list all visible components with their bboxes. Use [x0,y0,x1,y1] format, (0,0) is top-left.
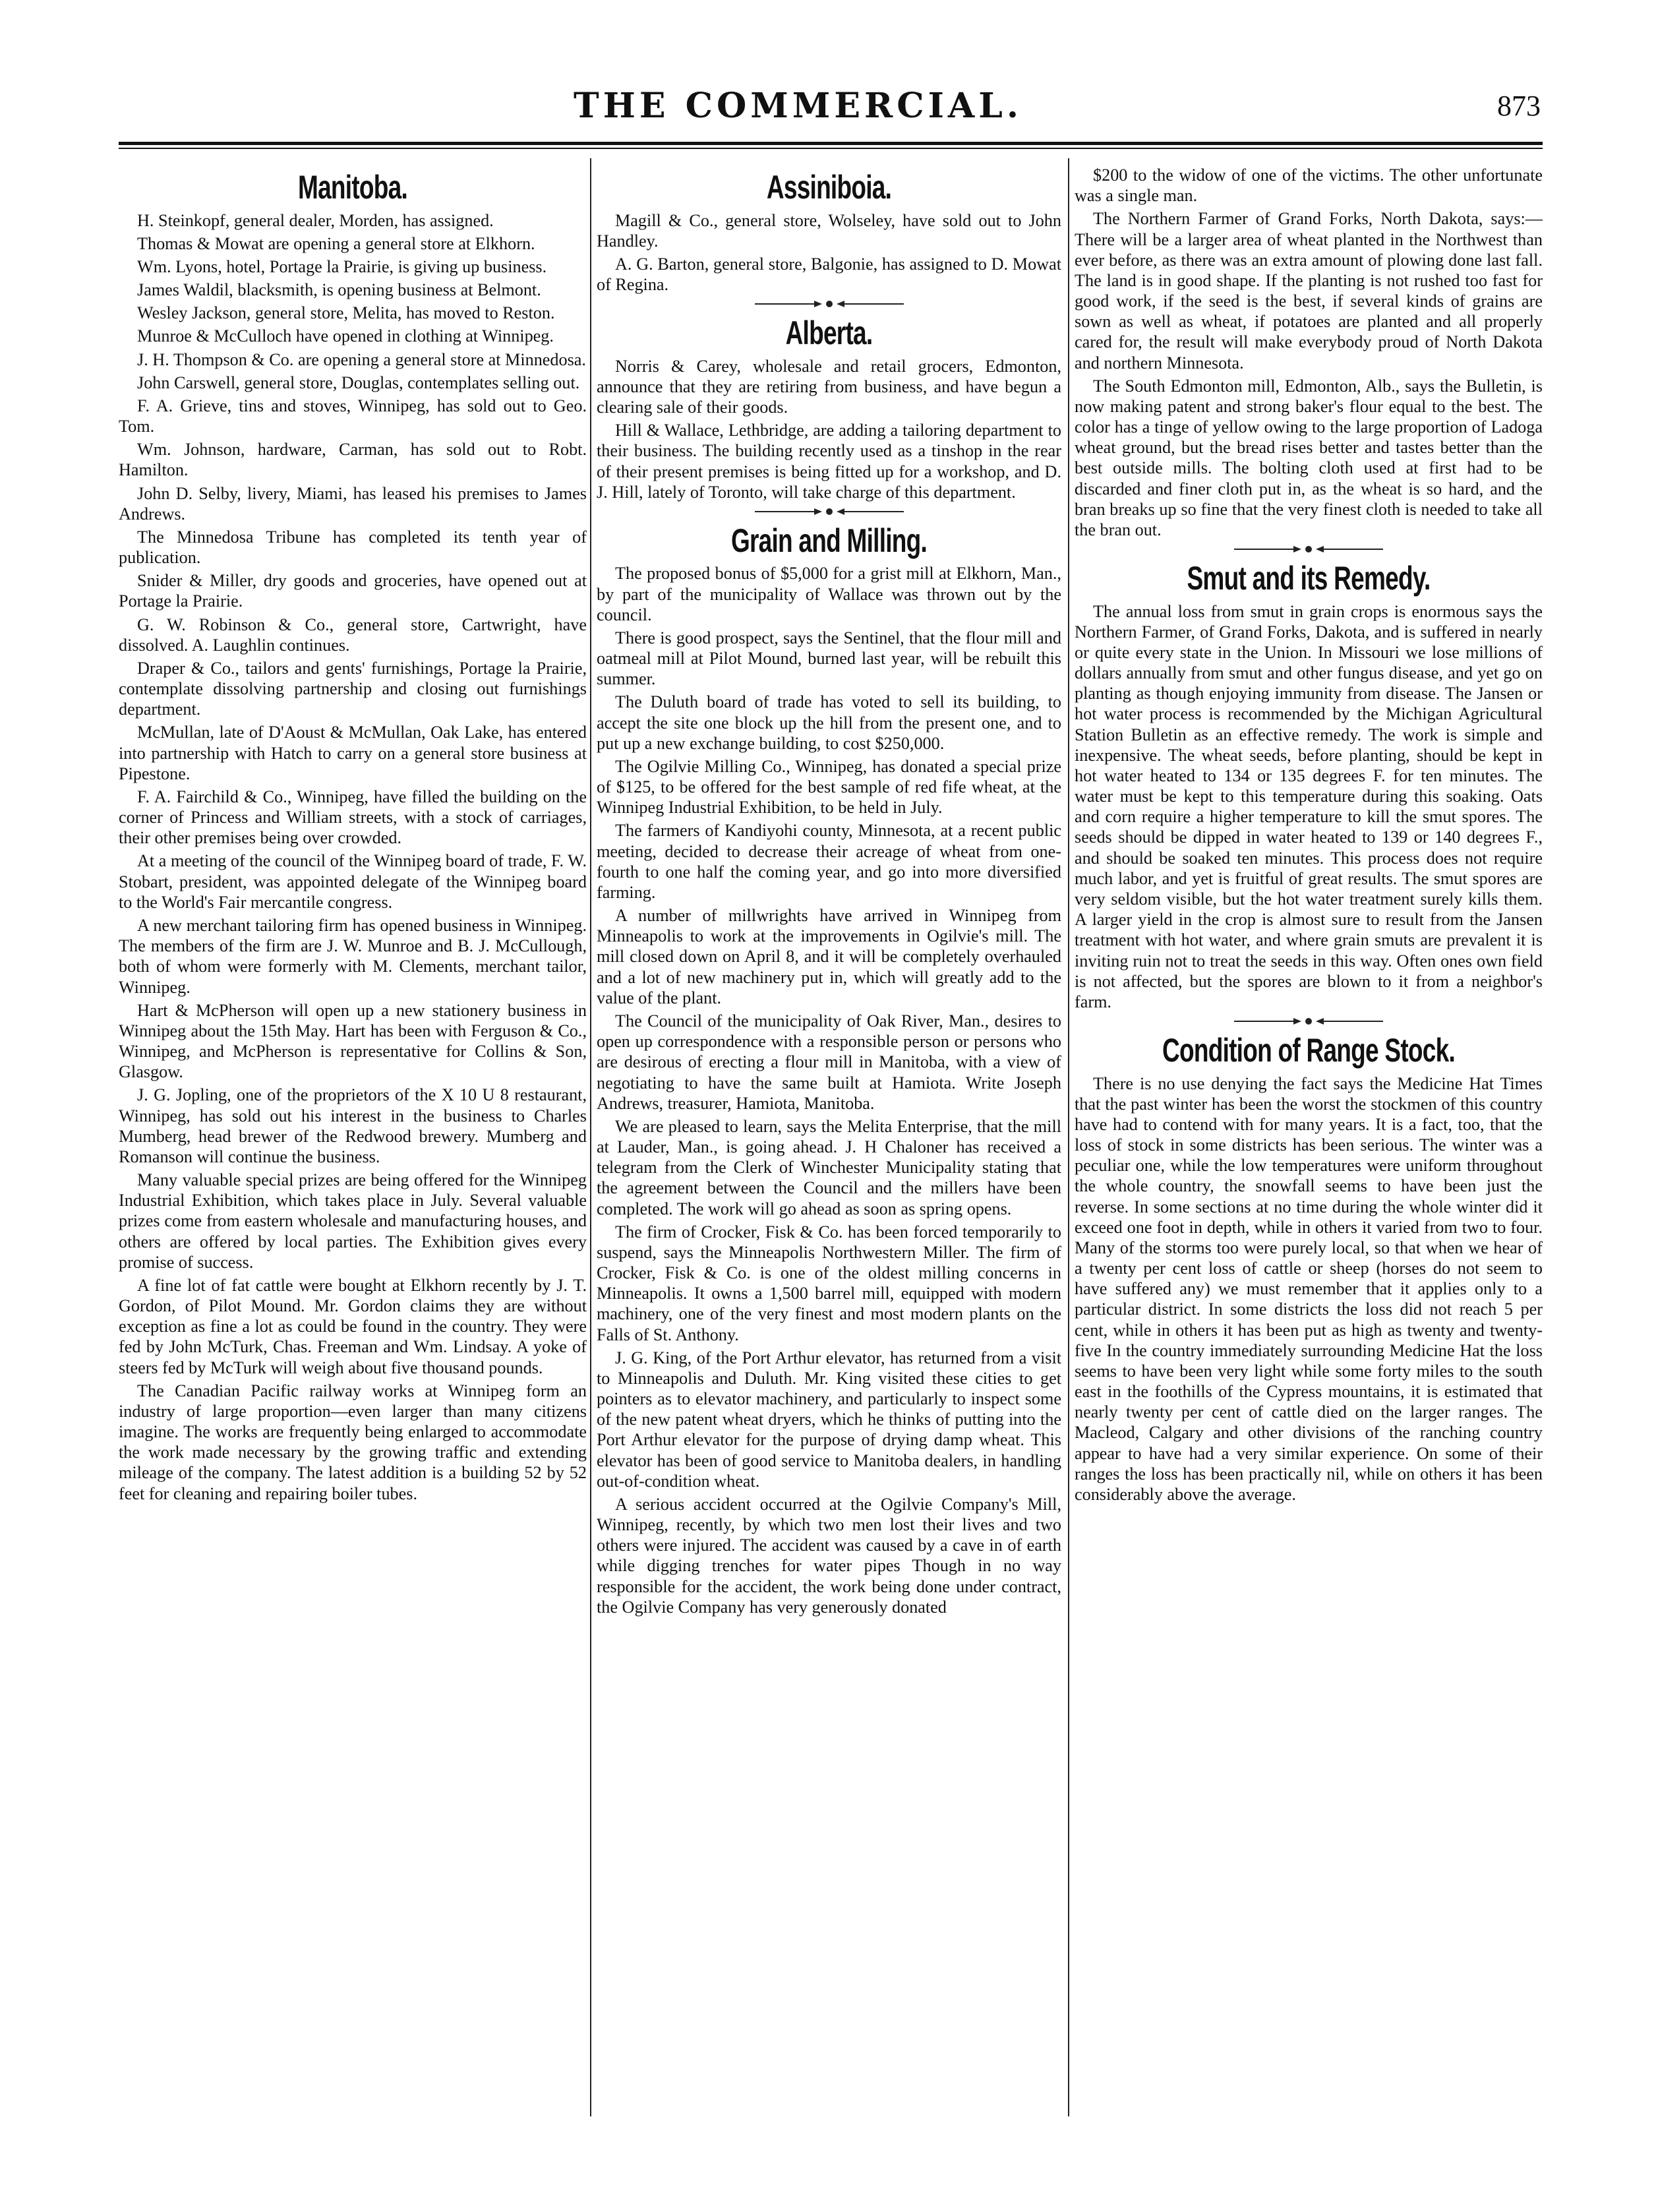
article-paragraph: There is no use denying the fact says the Medicine Hat Times that the past winter has been the worst the stockmen of this country have had to contend with for many years. It is a fact, too, that the loss of stock in some districts has been serious. The winter was a peculiar one, while the low temperatures were uniform throughout the whole country, the snowfall seems to have been just the reverse. In some sections at no time during the whole winter did it exceed one foot in depth, while in others it varied from two to four. Many of the storms too were purely local, so that when we hear of a twenty per cent loss of cattle or sheep (horses do not seem to have suffered any) we must remember that it applies only to a particular district. In some districts the loss did not reach 5 per cent, while in others it has been put as high as twenty and twenty-five In the country immediately surrounding Medicine Hat the loss seems to have been very light while some forty miles to the south east in the foothills of the Cypress mountains, it is estimated that nearly twenty per cent of cattle died on the larger ranges. The Macleod, Calgary and other divisions of the ranching country appear to have had a very similar experience. On some of their ranges the loss has been practically nil, while on others it has been considerably above the average. [1075,1073,1543,1504]
paragraph-list [119,210,587,1504]
section-heading: Alberta. [785,314,873,352]
article-paragraph: A number of millwrights have arrived in Winnipeg from Minneapolis to work at the improvements in Ogilvie's mill. The mill closed down on April 8, and it will be completely overhauled and a lot of new machinery put in, which will greatly add to the value of the plant. [597,906,1061,1007]
article-paragraph: John Carswell, general store, Douglas, contemplates selling out. [137,373,580,392]
section-heading: Manitoba. [297,169,407,206]
paragraph-list [1075,601,1543,1012]
section-heading: Condition of Range Stock. [1162,1032,1455,1069]
column-1 [119,165,587,1507]
article-paragraph: The Northern Farmer of Grand Forks, North Dakota, says:—There will be a larger area of wheat planted in the Northwest than ever before, as there was an extra amount of plowing done last fall. The land is in good shape. If the planting is not rushed too fast for good work, if the seed is the best, if several kinds of grains are sown as well as wheat, if potatoes are planted and all properly cared for, the result will make everybody proud of North Dakota and northern Minnesota. [1075,209,1543,373]
article-paragraph: The farmers of Kandiyohi county, Minnesota, at a recent public meeting, decided to decrease their acreage of wheat from one-fourth to one half the coming year, and go into more diversified farming. [597,821,1061,902]
article-paragraph: James Waldil, blacksmith, is opening business at Belmont. [137,280,541,300]
section-divider [597,299,1061,309]
article-paragraph: The Canadian Pacific railway works at Winnipeg form an industry of large proportion—even larger than many citizens imagine. The works are frequently being enlarged to accommodate the work made necessary by the growing traffic and extending mileage of the company. The latest addition is a building 52 by 52 feet for cleaning and repairing boiler tubes. [119,1381,587,1503]
section-divider [1075,1016,1543,1027]
section-heading: Smut and its Remedy. [1187,560,1431,597]
article-paragraph: H. Steinkopf, general dealer, Morden, has assigned. [137,210,494,230]
paragraph-list [597,563,1061,1617]
section-heading: Grain and Milling. [730,522,928,559]
column-rule [590,158,591,2116]
column-3 [1075,165,1543,1507]
article-paragraph: A serious accident occurred at the Ogilvie Company's Mill, Winnipeg, recently, by which two men lost their lives and two others were injured. The accident was caused by a cave in of earth while digging trenches for water pipes Though in no way responsible for the accident, the work being done under contract, the Ogilvie Company has very generously donated [597,1494,1061,1617]
article-paragraph: The firm of Crocker, Fisk & Co. has been forced temporarily to suspend, says the Minneapolis Northwestern Miller. The firm of Crocker, Fisk & Co. is one of the oldest milling concerns in Minneapolis. It owns a 1,500 barrel mill, equipped with modern machinery, one of the very finest and most modern plants on the Falls of St. Anthony. [597,1222,1061,1344]
paragraph-list [597,210,1061,295]
article-paragraph: The Duluth board of trade has voted to sell its building, to accept the site one block up the hill from the present one, and to put up a new exchange building, to cost $250,000. [597,692,1061,753]
article-paragraph: Wesley Jackson, general store, Melita, has moved to Reston. [137,303,555,323]
article-paragraph: Hart & McPherson will open up a new stationery business in Winnipeg about the 15th May. Hart has been with Ferguson & Co., Winnipeg, and McPherson is representative for Collins & Son, Glasgow. [119,1000,587,1082]
article-paragraph: A fine lot of fat cattle were bought at Elkhorn recently by J. T. Gordon, of Pilot Mound. Mr. Gordon claims they are without exception as fine a lot as could be found in the country. They were fed by John McTurk, Chas. Freeman and Wm. Lindsay. A yoke of steers fed by McTurk will weigh about five thousand pounds. [119,1275,587,1377]
article-paragraph: A new merchant tailoring firm has opened business in Winnipeg. The members of the firm are J. W. Munroe and B. J. McCullough, both of whom were formerly with M. Clements, merchant tailor, Winnipeg. [119,916,587,997]
article-paragraph: Wm. Johnson, hardware, Carman, has sold out to Robt. Hamilton. [119,440,587,480]
section-heading: Assiniboia. [766,169,892,206]
header-rule-thin [119,148,1543,149]
article-paragraph: McMullan, late of D'Aoust & McMullan, Oak Lake, has entered into partnership with Hatch to carry on a general store business at Pipestone. [119,723,587,783]
article-paragraph: Hill & Wallace, Lethbridge, are adding a tailoring department to their business. The building recently used as a tinshop in the rear of their present premises is being fitted up for a workshop, and D. J. Hill, lately of Toronto, will take charge of this department. [597,421,1061,502]
article-paragraph: The Council of the municipality of Oak River, Man., desires to open up correspondence with a responsible person or persons who are desirous of erecting a flour mill in Manitoba, with a view of negotiating to have the same built at Hamiota. Write Joseph Andrews, treasurer, Hamiota, Manitoba. [597,1011,1061,1113]
article-paragraph: G. W. Robinson & Co., general store, Cartwright, have dissolved. A. Laughlin continues. [119,614,587,655]
section-divider [597,506,1061,517]
article-paragraph: Wm. Lyons, hotel, Portage la Prairie, is giving up business. [137,256,547,276]
article-paragraph: John D. Selby, livery, Miami, has leased his premises to James Andrews. [119,483,587,523]
article-paragraph: The Minnedosa Tribune has completed its tenth year of publication. [119,527,587,568]
section-divider [1075,544,1543,554]
article-paragraph: We are pleased to learn, says the Melita Enterprise, that the mill at Lauder, Man., is going ahead. J. H Chaloner has received a telegram from the Clerk of Winchester Municipality stating that the agreement between the Council and the millers have been completed. The work will go ahead as soon as spring opens. [597,1116,1061,1218]
article-paragraph: Norris & Carey, wholesale and retail grocers, Edmonton, announce that they are retiring from business, and have begun a clearing sale of their goods. [597,356,1061,417]
article-paragraph: Many valuable special prizes are being offered for the Winnipeg Industrial Exhibition, which takes place in July. Several valuable prizes come from eastern wholesale and manufacturing houses, and others are offered by local parties. The Exhibition gives every promise of success. [119,1170,587,1272]
header-rule [119,142,1543,145]
masthead-title: THE COMMERCIAL. [574,86,1022,126]
article-paragraph: The proposed bonus of $5,000 for a grist mill at Elkhorn, Man., by part of the municipality of Wallace was thrown out by the council. [597,564,1061,624]
article-paragraph: Magill & Co., general store, Wolseley, have sold out to John Handley. [597,210,1061,251]
article-paragraph: F. A. Grieve, tins and stoves, Winnipeg, has sold out to Geo. Tom. [119,396,587,436]
paragraph-list [597,356,1061,502]
article-paragraph: $200 to the widow of one of the victims. The other unfortunate was a single man. [1075,165,1543,206]
article-paragraph: J. H. Thompson & Co. are opening a general store at Minnedosa. [137,349,586,369]
article-paragraph: J. G. King, of the Port Arthur elevator, has returned from a visit to Minneapolis and Duluth. Mr. King visited these cities to get pointers as to elevator machinery, and particularly to inspect some of the new patent wheat dryers, which he thinks of putting into the Port Arthur elevator for the purpose of drying damp wheat. This elevator has been of good service to Manitoba dealers, in handling out-of-condition wheat. [597,1348,1061,1491]
paragraph-list [1075,165,1543,540]
article-paragraph: Draper & Co., tailors and gents' furnishings, Portage la Prairie, contemplate dissolving partnership and closing out furnishings department. [119,658,587,719]
article-paragraph: J. G. Jopling, one of the proprietors of the X 10 U 8 restaurant, Winnipeg, has sold out his interest in the business to Charles Mumberg, head brewer of the Redwood brewery. Mumberg and Romanson will continue the business. [119,1085,587,1166]
article-paragraph: There is good prospect, says the Sentinel, that the flour mill and oatmeal mill at Pilot Mound, burned last year, will be rebuilt this summer. [597,628,1061,689]
article-paragraph: The South Edmonton mill, Edmonton, Alb., says the Bulletin, is now making patent and strong baker's flour equal to the best. The color has a tinge of yellow owing to the large proportion of Ladoga wheat ground, but the bread rises better and tastes better than the best outside mills. The bolting cloth used at first had to be discarded and finer cloth put in, as the wheat is so hard, and the bran breaks up so fine that the very finest cloth is needed to take all the bran out. [1075,376,1543,539]
column-2 [597,165,1061,1620]
page-number: 873 [1497,90,1541,122]
article-paragraph: A. G. Barton, general store, Balgonie, has assigned to D. Mowat of Regina. [597,254,1061,295]
column-rule [1068,158,1069,2116]
article-paragraph: F. A. Fairchild & Co., Winnipeg, have filled the building on the corner of Princess and William streets, with a stock of carriages, their other premises being over crowded. [119,787,587,848]
article-paragraph: At a meeting of the council of the Winnipeg board of trade, F. W. Stobart, president, was appointed delegate of the Winnipeg board to the World's Fair mercantile congress. [119,851,587,912]
article-paragraph: Munroe & McCulloch have opened in clothing at Winnipeg. [137,326,554,346]
article-paragraph: The Ogilvie Milling Co., Winnipeg, has donated a special prize of $125, to be offered for the best sample of red fife wheat, at the Winnipeg Industrial Exhibition, to be held in July. [597,756,1061,818]
paragraph-list [1075,1073,1543,1505]
article-paragraph: Snider & Miller, dry goods and groceries, have opened out at Portage la Prairie. [119,571,587,611]
article-paragraph: The annual loss from smut in grain crops is enormous says the Northern Farmer, of Grand Forks, Dakota, and is suffered in nearly or quite every state in the Union. In Missouri we lose millions of dollars annually from smut and other fungus disease, and yet go on planting as though enjoying immunity from disease. The Jansen or hot water process is recommended by the Michigan Agricultural Station Bulletin as an effective remedy. The work is simple and inexpensive. The wheat seeds, before planting, should be kept in hot water heated to 134 or 135 degrees F. for ten minutes. The water must be kept to this temperature during this soaking. Oats and corn require a higher temperature to kill the smut spores. The seeds should be dipped in water heated to 139 or 140 degrees F., and should be soaked ten minutes. This process does not require much labor, and yet is fruitful of great results. The smut spores are very seldom visible, but the hot water treatment surely kills them. A larger yield in the crop is almost sure to result from the Jansen treatment with hot water, and where grain smuts are prevalent it is inviting ruin not to treat the seeds in this way. Often ones own field is not affected, but the spores are blown to it from a neighbor's farm. [1075,601,1543,1011]
article-paragraph: Thomas & Mowat are opening a general store at Elkhorn. [137,233,535,253]
